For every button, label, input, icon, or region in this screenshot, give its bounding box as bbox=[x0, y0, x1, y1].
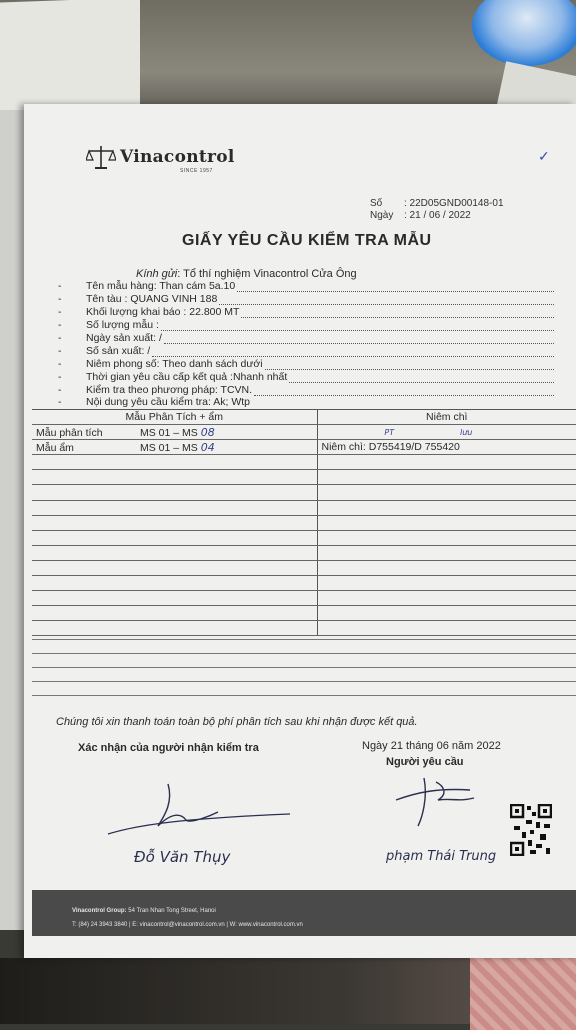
company-since: SINCE 1957 bbox=[180, 168, 213, 174]
request-field bbox=[58, 345, 150, 357]
sign-date: Ngày 21 tháng 06 năm 2022 bbox=[362, 740, 501, 752]
col-header-samples: Mẫu Phân Tích + ẩm bbox=[32, 410, 317, 425]
handwritten-note: lưu bbox=[459, 428, 473, 438]
scales-logo-icon bbox=[86, 144, 116, 170]
table-row bbox=[32, 500, 576, 515]
blank-lines bbox=[32, 626, 576, 696]
field-text: Tên mẫu hàng: Than cám 5a.10 bbox=[86, 280, 236, 292]
bullet-dash: - bbox=[58, 319, 62, 331]
request-field bbox=[58, 371, 287, 383]
receiver-signature-name: Đỗ Văn Thụy bbox=[134, 848, 231, 866]
table-row bbox=[32, 606, 576, 621]
company-name: Vinacontrol bbox=[120, 147, 235, 167]
field-text: Thời gian yêu cầu cấp kết quả :Nhanh nhất bbox=[86, 371, 288, 383]
recipient: Kính gửi: Tổ thí nghiệm Vinacontrol Cửa Ông bbox=[136, 268, 357, 280]
request-field bbox=[58, 306, 239, 318]
bullet-dash: - bbox=[58, 306, 62, 318]
table-row bbox=[32, 470, 576, 485]
bullet-dash: - bbox=[58, 345, 62, 357]
rug bbox=[470, 950, 576, 1030]
table-row bbox=[32, 545, 576, 560]
field-text: Số lượng mẫu : bbox=[86, 319, 159, 331]
doc-date: Ngày : 21 / 06 / 2022 bbox=[370, 210, 471, 221]
dotted-fill-line bbox=[152, 356, 554, 357]
table-row bbox=[32, 560, 576, 575]
bullet-dash: - bbox=[58, 293, 62, 305]
requester-signature bbox=[378, 768, 518, 878]
bullet-dash: - bbox=[58, 358, 62, 370]
field-text: Kiểm tra theo phương pháp: TCVN. bbox=[86, 384, 253, 396]
sample-name: Mẫu phân tích bbox=[36, 426, 103, 439]
handwritten-number: 08 bbox=[200, 425, 215, 439]
handwritten-number: 04 bbox=[200, 440, 215, 454]
request-field bbox=[58, 332, 162, 344]
requester-signature-name: phạm Thái Trung bbox=[386, 849, 497, 864]
bullet-dash: - bbox=[58, 384, 62, 396]
table-row bbox=[32, 515, 576, 530]
field-text: Số sản xuất: / bbox=[86, 345, 151, 357]
table-row bbox=[32, 591, 576, 606]
page-title: GIẤY YÊU CẦU KIỂM TRA MẪU bbox=[182, 232, 432, 249]
receiver-signature bbox=[100, 764, 300, 874]
qr-code-icon bbox=[510, 804, 552, 856]
document-footer bbox=[32, 890, 576, 936]
sample-name: Mẫu ẩm bbox=[36, 441, 74, 454]
request-field bbox=[58, 358, 263, 370]
field-text: Tên tàu : QUANG VINH 188 bbox=[86, 293, 218, 305]
company-logo bbox=[86, 144, 235, 170]
table-row bbox=[32, 440, 576, 455]
request-field bbox=[58, 280, 235, 292]
dotted-fill-line bbox=[164, 343, 554, 344]
table-row bbox=[32, 530, 576, 545]
col-header-seal: Niêm chì bbox=[317, 410, 576, 425]
background-paper bbox=[0, 0, 140, 114]
sample-table bbox=[32, 409, 576, 636]
table-header bbox=[32, 410, 576, 425]
field-text: Khối lượng khai báo : 22.800 MT bbox=[86, 306, 240, 318]
request-field bbox=[58, 319, 159, 331]
doc-number: Số : 22D05GND00148-01 bbox=[370, 198, 504, 209]
request-field bbox=[58, 384, 252, 396]
dotted-fill-line bbox=[289, 382, 554, 383]
dotted-fill-line bbox=[237, 291, 554, 292]
bullet-dash: - bbox=[58, 280, 62, 292]
bullet-dash: - bbox=[58, 371, 62, 383]
field-text: Nội dung yêu cầu kiểm tra: Ak; Wtp bbox=[86, 396, 250, 408]
seal-numbers: Niêm chì: D755419/D 755420 bbox=[317, 440, 576, 455]
table-row bbox=[32, 425, 576, 440]
footer-contact: T: (84) 24 3943 3840 | E: vinacontrol@vinacontrol.com.vn | W: www.vinacontrol.com.vn bbox=[72, 922, 303, 928]
sample-range: MS 01 – MS bbox=[140, 426, 198, 439]
request-field bbox=[58, 293, 217, 305]
table-row bbox=[32, 455, 576, 470]
dotted-fill-line bbox=[219, 304, 554, 305]
dotted-fill-line bbox=[241, 317, 554, 318]
check-mark-icon: ✓ bbox=[538, 148, 550, 164]
table-row bbox=[32, 485, 576, 500]
document-sheet bbox=[24, 104, 576, 958]
table-row bbox=[32, 576, 576, 591]
footer-company: Vinacontrol Group: bbox=[72, 908, 127, 914]
bullet-dash: - bbox=[58, 332, 62, 344]
dotted-fill-line bbox=[161, 330, 554, 331]
receiver-confirmation-label: Xác nhận của người nhận kiểm tra bbox=[78, 742, 259, 754]
requester-label: Người yêu cầu bbox=[386, 756, 464, 768]
bullet-dash: - bbox=[58, 396, 62, 408]
footer-address: 54 Tran Nhan Tong Street, Hanoi bbox=[128, 908, 216, 914]
dotted-fill-line bbox=[254, 395, 554, 396]
field-text: Ngày sản xuất: / bbox=[86, 332, 162, 344]
request-field bbox=[58, 396, 250, 408]
field-text: Niêm phong số: Theo danh sách dưới bbox=[86, 358, 263, 370]
handwritten-note: PT bbox=[384, 428, 395, 438]
payment-statement: Chúng tôi xin thanh toán toàn bộ phí phân tích sau khi nhận được kết quả. bbox=[56, 716, 418, 728]
dotted-fill-line bbox=[265, 369, 554, 370]
sample-range: MS 01 – MS bbox=[140, 441, 198, 454]
